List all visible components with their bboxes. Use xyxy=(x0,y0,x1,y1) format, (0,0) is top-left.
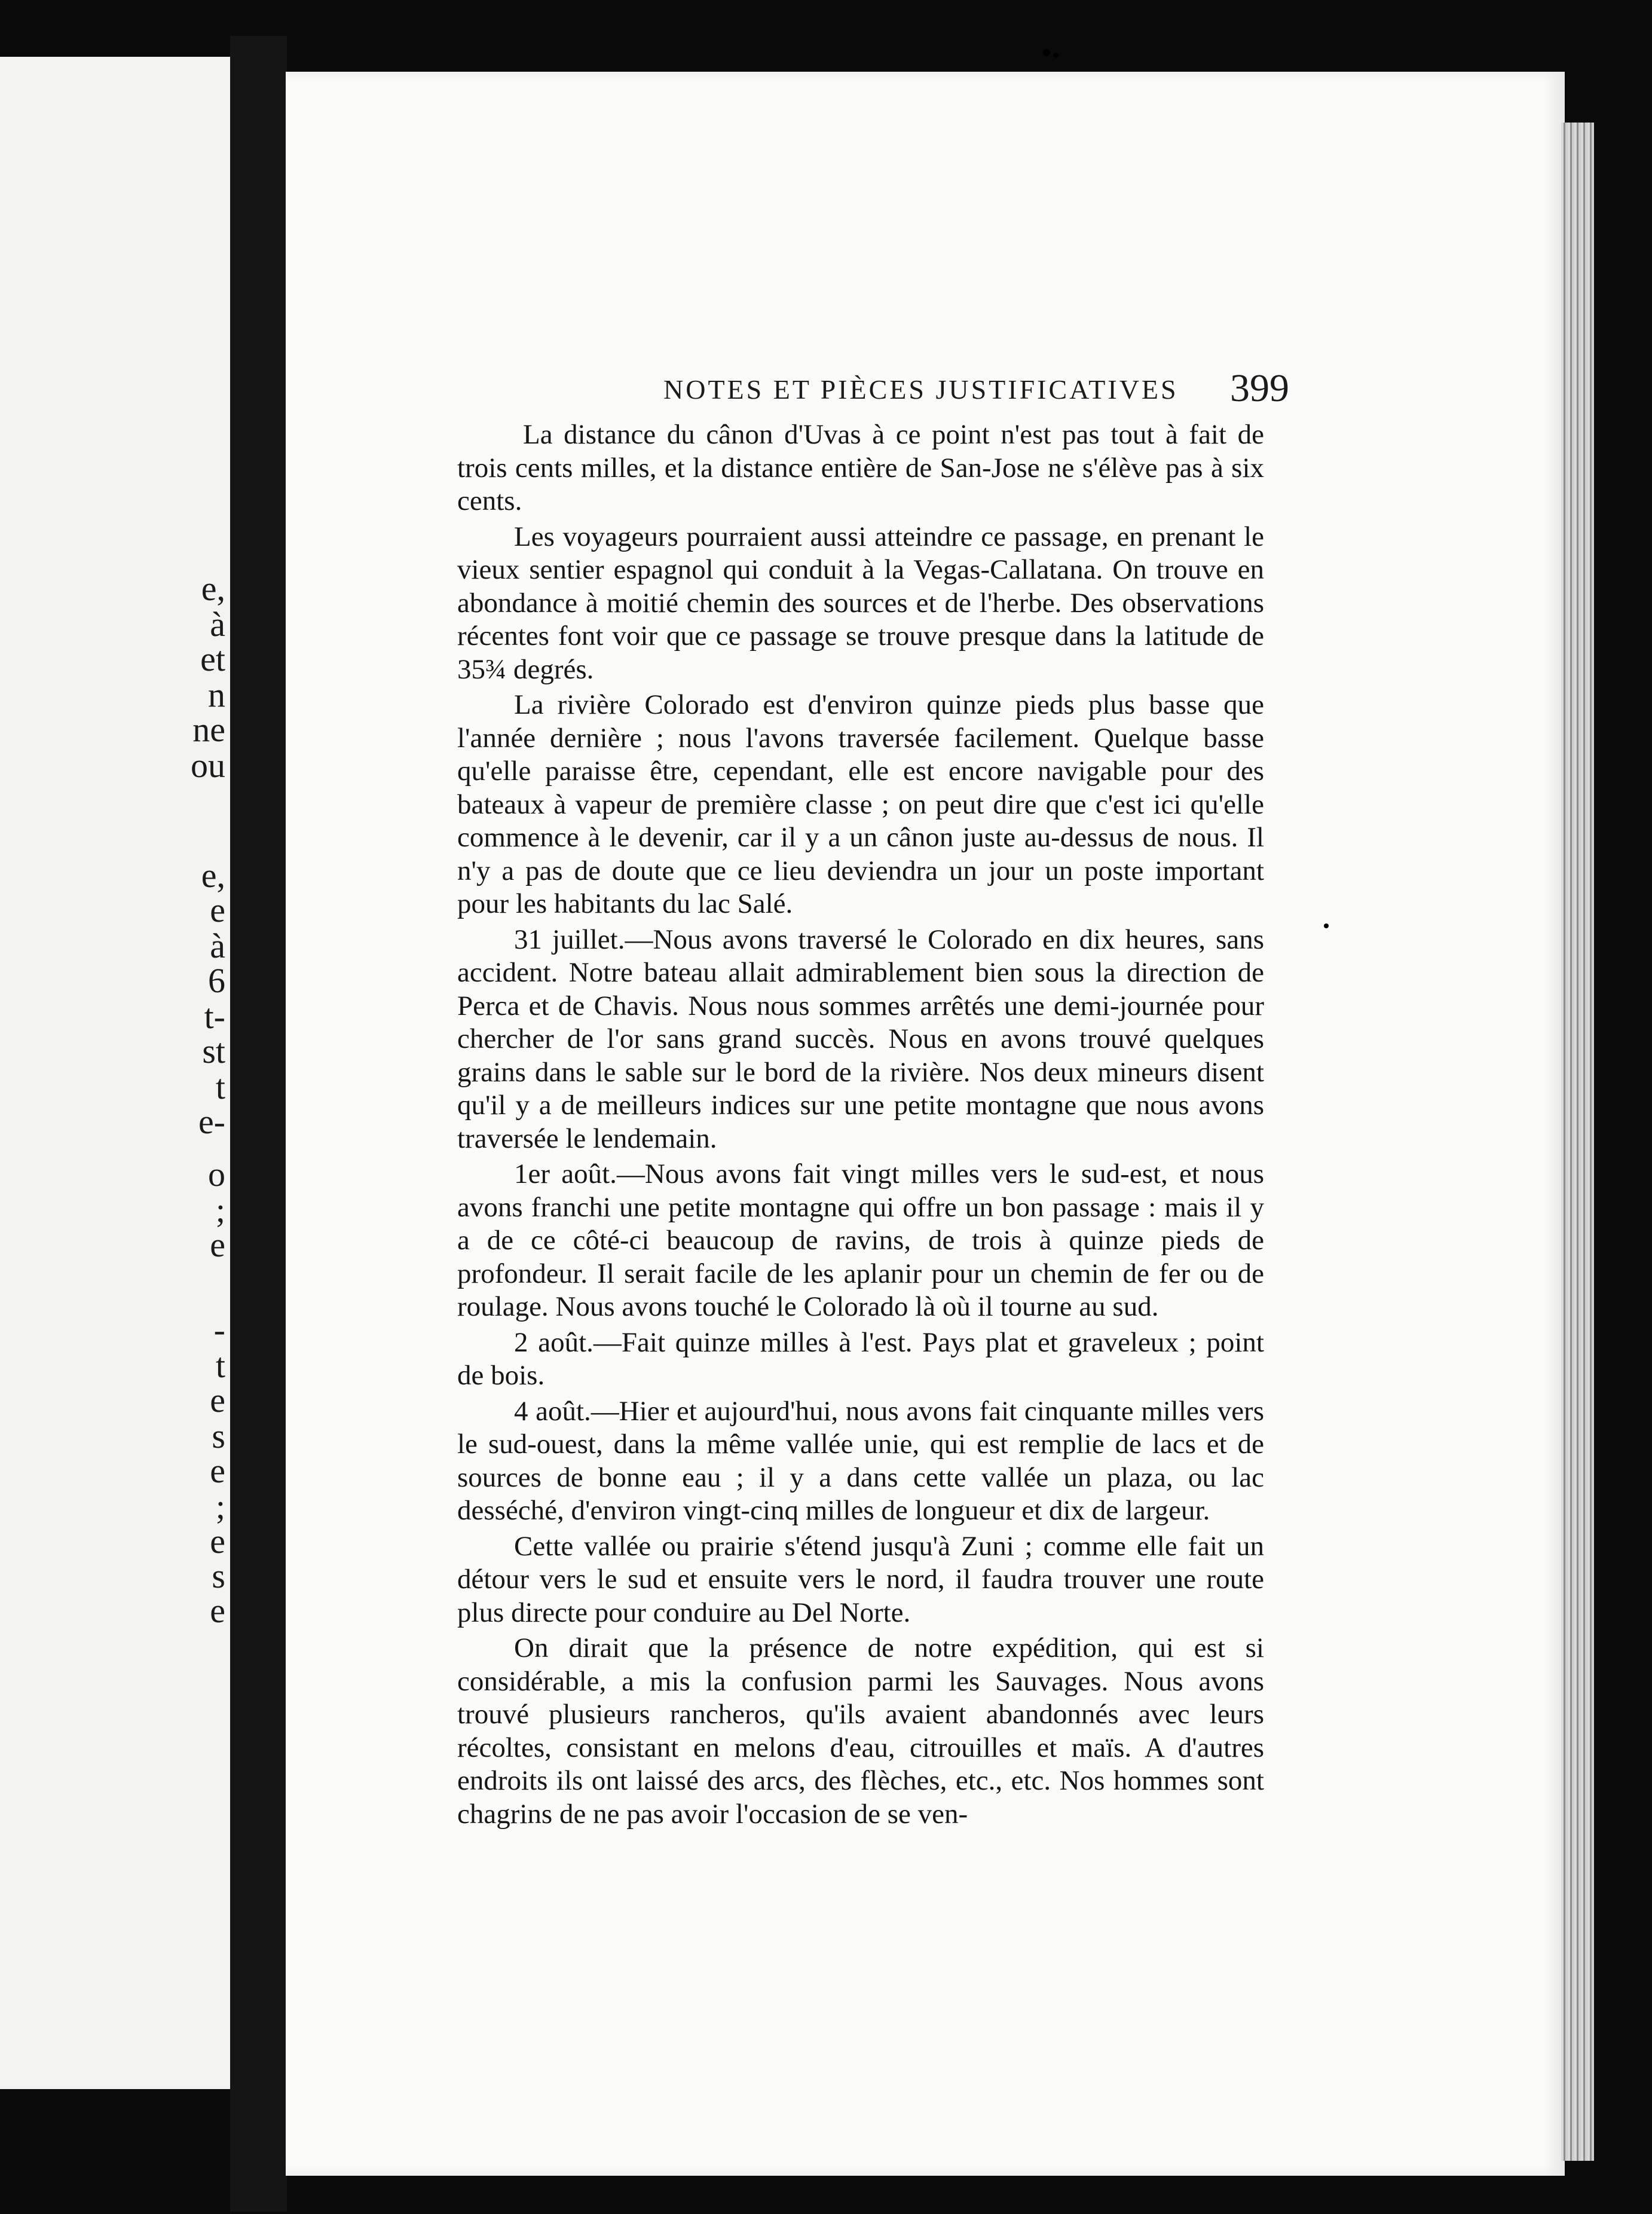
paragraph: Les voyageurs pourraient aussi atteindre ce passage, en prenant le vieux sentier espagnol qui conduit à la Vegas-Callatana. On trouve en abondance à moitié chemin des sources et de l'herbe. Des observations récentes font voir que ce passage se trouve presque dans la latitude de 35¾ degrés. xyxy=(457,521,1264,685)
edge-fragment: e xyxy=(210,1522,225,1561)
edge-fragment: st xyxy=(202,1032,225,1071)
page-number: 399 xyxy=(1230,366,1289,410)
edge-fragment: s xyxy=(212,1417,225,1455)
paragraph: 1er août.—Nous avons fait vingt milles vers le sud-est, et nous avons franchi une petite montagne qui offre un bon passage : mais il y a de ce côté-ci beaucoup de ravins, de trois à quinze pieds de profondeur. Il serait facile de les aplanir pour un chemin de fer ou de roulage. Nous avons touché le Colorado là où il tourne au sud. xyxy=(457,1158,1264,1322)
edge-fragment: et xyxy=(200,640,225,678)
book-spine-shadow xyxy=(230,36,287,2212)
edge-fragment: ne xyxy=(192,710,225,749)
edge-fragment: s xyxy=(212,1556,225,1595)
edge-fragment: à xyxy=(210,605,225,644)
edge-fragment: à xyxy=(210,926,225,965)
paragraph: Cette vallée ou prairie s'étend jusqu'à Zuni ; comme elle fait un détour vers le sud et ensuite vers le nord, il faudra trouver une route plus directe pour conduire au Del Norte. xyxy=(457,1530,1264,1628)
edge-fragment: e, xyxy=(201,856,225,895)
paragraph: 31 juillet.—Nous avons traversé le Colorado en dix heures, sans accident. Notre bateau allait admirablement bien sous la direction de Perca et de Chavis. Nous nous sommes arrêtés une demi-journée pour chercher de l'or sans grand succès. Nous en avons trouvé quelques grains dans le sable sur le bord de la rivière. Nos deux mineurs disent qu'il y a de meilleurs indices sur une petite montagne que nous avons traversée le lendemain. xyxy=(457,923,1264,1154)
edge-fragment: ; xyxy=(215,1487,225,1526)
scan-speck xyxy=(1324,923,1329,928)
body-text xyxy=(457,418,1264,1833)
edge-fragment: t xyxy=(215,1346,225,1385)
edge-fragment: e xyxy=(210,1591,225,1630)
page-stack-edges xyxy=(1561,123,1594,2161)
scan-speck xyxy=(1043,49,1050,56)
paragraph: 4 août.—Hier et aujourd'hui, nous avons fait cinquante milles vers le sud-ouest, dans la même vallée unie, qui est remplie de lacs et de sources de bonne eau ; il y a dans cette vallée un plaza, ou lac desséché, d'environ vingt-cinq milles de longueur et dix de largeur. xyxy=(457,1395,1264,1526)
edge-fragment: 6 xyxy=(208,961,225,1000)
edge-fragment: e xyxy=(210,891,225,929)
edge-fragment: e, xyxy=(201,569,225,608)
edge-fragment: t- xyxy=(204,997,225,1036)
edge-fragment: e xyxy=(210,1225,225,1264)
edge-fragment: e xyxy=(210,1381,225,1420)
edge-fragment: e- xyxy=(198,1102,225,1141)
running-head: NOTES ET PIÈCES JUSTIFICATIVES xyxy=(663,374,1179,405)
edge-fragment: o xyxy=(208,1155,225,1194)
paragraph: La rivière Colorado est d'environ quinze pieds plus basse que l'année dernière ; nous l'avons traversée facilement. Quelque basse qu'elle paraisse être, cependant, elle est encore navigable pour des bateaux à vapeur de première classe ; on peut dire que c'est ici qu'elle commence à le devenir, car il y a un cânon juste au-dessus de nous. Il n'y a pas de doute que ce lieu deviendra un jour un poste important pour les habitants du lac Salé. xyxy=(457,689,1264,919)
edge-fragment: t xyxy=(215,1068,225,1106)
edge-fragment: - xyxy=(213,1310,225,1349)
paragraph: On dirait que la présence de notre expédition, qui est si considérable, a mis la confusion parmi les Sauvages. Nous avons trouvé plusieurs rancheros, qu'ils avaient abandonnés avec leurs récoltes, consistant en melons d'eau, citrouilles et maïs. A d'autres endroits ils ont laissé des arcs, des flèches, etc., etc. Nos hommes sont chagrins de ne pas avoir l'occasion de se ven- xyxy=(457,1632,1264,1830)
edge-fragment: n xyxy=(208,675,225,714)
scan-speck xyxy=(1053,53,1058,58)
facing-page-text-edge xyxy=(170,176,230,1970)
paragraph: 2 août.—Fait quinze milles à l'est. Pays plat et graveleux ; point de bois. xyxy=(457,1326,1264,1391)
paragraph: La distance du cânon d'Uvas à ce point n'est pas tout à fait de trois cents milles, et la distance entière de San-Jose ne s'élève pas à six cents. xyxy=(457,419,1264,516)
facing-page xyxy=(0,57,230,2089)
edge-fragment: e xyxy=(210,1451,225,1490)
edge-fragment: ou xyxy=(191,746,225,785)
edge-fragment: ; xyxy=(215,1191,225,1230)
